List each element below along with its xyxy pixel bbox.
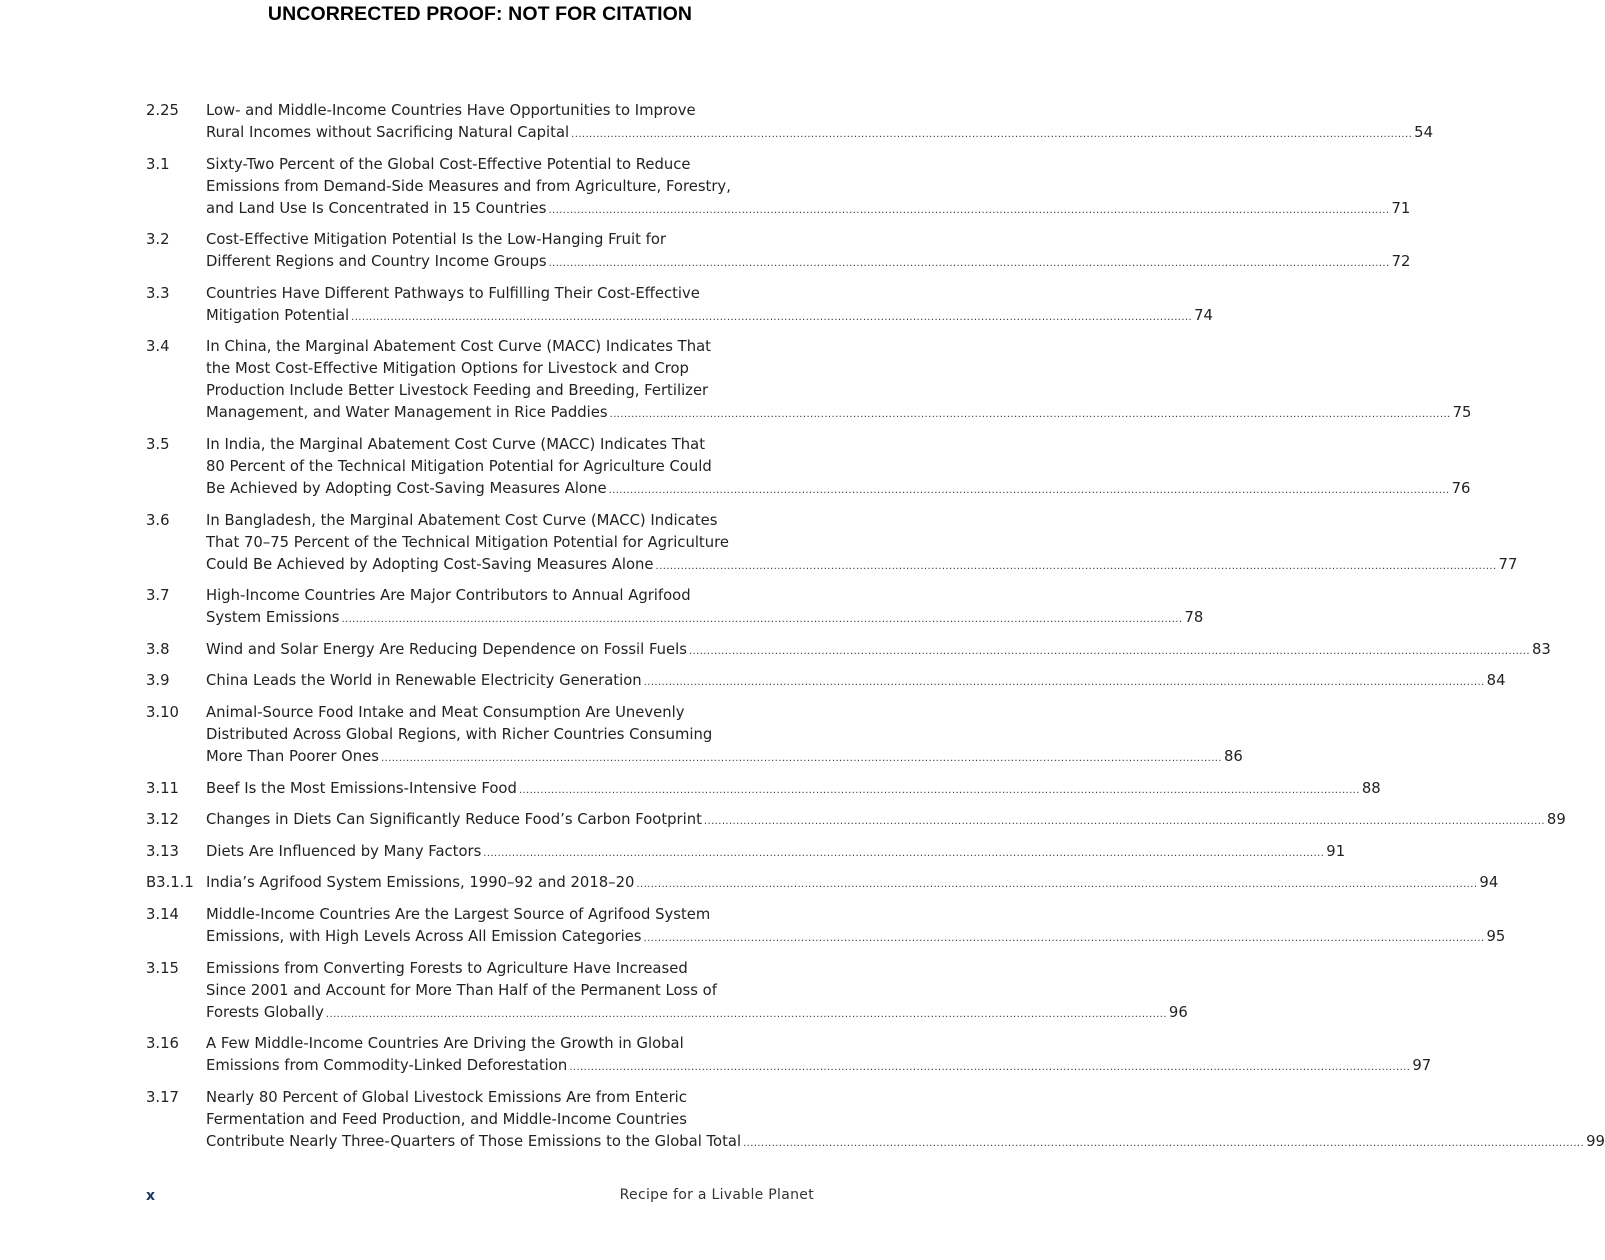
- toc-entry-title-line: Emissions from Converting Forests to Agriculture Have Increased: [206, 959, 688, 977]
- dot-leader: [636, 874, 1477, 896]
- toc-entry: [146, 585, 1204, 631]
- toc-entry-page-number: 97: [1412, 1057, 1432, 1075]
- toc-entry-page-number: 78: [1184, 609, 1204, 627]
- toc-entry: [146, 778, 1381, 802]
- toc-entry-title: [206, 1033, 1431, 1079]
- dot-leader: [704, 811, 1545, 833]
- toc-entry-title-line: Countries Have Different Pathways to Fulfilling Their Cost-Effective: [206, 284, 700, 302]
- table-of-contents: [146, 100, 1605, 1162]
- toc-entry-page-number: 74: [1194, 306, 1213, 324]
- toc-entry-title-line: In Bangladesh, the Marginal Abatement Cost Curve (MACC) Indicates: [206, 511, 718, 529]
- toc-entry-page-number: 89: [1546, 811, 1566, 829]
- toc-entry: [146, 1087, 1605, 1155]
- toc-entry-title-line: Emissions from Demand-Side Measures and from Agriculture, Forestry,: [206, 177, 731, 195]
- toc-entry-last-line: [206, 251, 1410, 275]
- toc-entry-title-line: That 70–75 Percent of the Technical Mitigation Potential for Agriculture: [206, 533, 729, 551]
- toc-entry-number: 3.5: [146, 435, 170, 453]
- toc-entry-last-line: [206, 841, 1345, 865]
- toc-entry: [146, 670, 1506, 694]
- dot-leader: [609, 480, 1450, 502]
- toc-entry-last-line: [206, 607, 1203, 631]
- dot-leader: [743, 1133, 1584, 1155]
- toc-entry-number: 3.7: [146, 587, 170, 605]
- toc-entry: [146, 841, 1346, 865]
- toc-entry-page-number: 94: [1479, 874, 1499, 892]
- toc-entry-page-number: 99: [1586, 1132, 1605, 1150]
- toc-entry-title-line: Could Be Achieved by Adopting Cost-Saving Measures Alone: [206, 555, 654, 573]
- toc-entry-title-line: System Emissions: [206, 609, 340, 627]
- toc-entry-number: 3.10: [146, 703, 179, 721]
- toc-entry-last-line: [206, 122, 1433, 146]
- toc-entry-title-line: More Than Poorer Ones: [206, 747, 379, 765]
- toc-entry-number: 3.17: [146, 1088, 179, 1106]
- toc-entry-title-line: Different Regions and Country Income Groups: [206, 253, 547, 271]
- toc-entry: [146, 702, 1243, 770]
- toc-entry-last-line: [206, 305, 1213, 329]
- toc-entry-title: [206, 229, 1410, 275]
- dot-leader: [644, 672, 1485, 694]
- toc-entry-page-number: 72: [1391, 253, 1411, 271]
- toc-entry-title: [206, 809, 1566, 833]
- toc-entry-title-line: Since 2001 and Account for More Than Half of the Permanent Loss of: [206, 981, 717, 999]
- toc-entry-title-line: Emissions from Commodity-Linked Deforestation: [206, 1057, 568, 1075]
- dot-leader: [341, 609, 1182, 631]
- toc-entry-last-line: [206, 1002, 1188, 1026]
- toc-entry-title-line: China Leads the World in Renewable Electricity Generation: [206, 672, 642, 690]
- toc-entry-last-line: [206, 746, 1243, 770]
- toc-entry-title: [206, 510, 1517, 578]
- toc-entry-page-number: 95: [1486, 927, 1506, 945]
- toc-entry-title-line: Emissions, with High Levels Across All Emission Categories: [206, 927, 642, 945]
- toc-entry-title: [206, 670, 1506, 694]
- toc-entry-last-line: [206, 872, 1498, 896]
- toc-entry: [146, 872, 1499, 896]
- toc-entry-page-number: 77: [1498, 555, 1518, 573]
- toc-entry-title-line: Changes in Diets Can Significantly Reduce Food’s Carbon Footprint: [206, 811, 702, 829]
- toc-entry-number: 3.4: [146, 338, 170, 356]
- toc-entry-number: 2.25: [146, 102, 179, 119]
- toc-entry-title-line: In China, the Marginal Abatement Cost Curve (MACC) Indicates That: [206, 338, 711, 356]
- toc-entry-title: [206, 100, 1433, 146]
- dot-leader: [689, 641, 1530, 663]
- toc-entry-title-line: Management, and Water Management in Rice Paddies: [206, 404, 608, 422]
- dot-leader: [351, 307, 1192, 329]
- toc-entry-title-line: Animal-Source Food Intake and Meat Consumption Are Unevenly: [206, 703, 685, 721]
- toc-entry-last-line: [206, 809, 1566, 833]
- toc-entry-number: 3.14: [146, 905, 179, 923]
- toc-entry: [146, 154, 1411, 222]
- toc-entry-page-number: 91: [1326, 842, 1346, 860]
- toc-entry-title-line: the Most Cost-Effective Mitigation Options for Livestock and Crop: [206, 360, 689, 378]
- toc-entry: [146, 100, 1433, 146]
- toc-entry-page-number: 83: [1531, 640, 1551, 658]
- toc-entry: [146, 639, 1551, 663]
- toc-entry-last-line: [206, 926, 1505, 950]
- footer-book-title: Recipe for a Livable Planet: [619, 1187, 814, 1203]
- toc-entry-last-line: [206, 670, 1506, 694]
- toc-entry-number: 3.11: [146, 779, 179, 797]
- dot-leader: [610, 404, 1451, 426]
- toc-entry-title-line: Low- and Middle-Income Countries Have Opportunities to Improve: [206, 102, 696, 119]
- footer-page-number: x: [146, 1188, 156, 1204]
- dot-leader: [326, 1004, 1167, 1026]
- toc-entry-page-number: 76: [1451, 479, 1471, 497]
- toc-entry-title-line: Production Include Better Livestock Feeding and Breeding, Fertilizer: [206, 382, 709, 400]
- proof-banner: UNCORRECTED PROOF: NOT FOR CITATION: [267, 3, 693, 25]
- toc-entry-last-line: [206, 402, 1471, 426]
- dot-leader: [569, 1057, 1410, 1079]
- toc-entry-page-number: 88: [1361, 779, 1381, 797]
- toc-entry-number: B3.1.1: [146, 874, 194, 892]
- toc-entry-title-line: Distributed Across Global Regions, with Richer Countries Consuming: [206, 725, 713, 743]
- toc-entry-title-line: Diets Are Influenced by Many Factors: [206, 842, 482, 860]
- toc-entry-title-line: Wind and Solar Energy Are Reducing Dependence on Fossil Fuels: [206, 640, 687, 658]
- toc-entry-last-line: [206, 1131, 1605, 1155]
- toc-entry-page-number: 84: [1486, 672, 1506, 690]
- toc-entry-last-line: [206, 198, 1410, 222]
- toc-entry-number: 3.15: [146, 959, 179, 977]
- toc-entry-last-line: [206, 478, 1470, 502]
- toc-entry: [146, 434, 1471, 502]
- toc-entry: [146, 283, 1213, 329]
- toc-entry-last-line: [206, 554, 1517, 578]
- toc-entry-title: [206, 778, 1381, 802]
- toc-entry-last-line: [206, 778, 1381, 802]
- toc-entry-number: 3.12: [146, 811, 179, 829]
- toc-entry-title-line: Cost-Effective Mitigation Potential Is the Low-Hanging Fruit for: [206, 231, 666, 249]
- toc-entry-title-line: Beef Is the Most Emissions-Intensive Food: [206, 779, 517, 797]
- toc-entry-title-line: Sixty-Two Percent of the Global Cost-Effective Potential to Reduce: [206, 155, 691, 173]
- toc-entry: [146, 336, 1472, 426]
- toc-entry-title-line: Fermentation and Feed Production, and Middle-Income Countries: [206, 1110, 687, 1128]
- toc-entry-number: 3.2: [146, 231, 170, 249]
- toc-entry-page-number: 71: [1391, 199, 1411, 217]
- toc-entry-title-line: High-Income Countries Are Major Contributors to Annual Agrifood: [206, 587, 691, 605]
- toc-entry-number: 3.8: [146, 640, 170, 658]
- toc-entry-title: [206, 958, 1188, 1026]
- toc-entry-number: 3.16: [146, 1035, 179, 1053]
- toc-entry-number: 3.6: [146, 511, 170, 529]
- toc-entry-number: 3.13: [146, 842, 179, 860]
- toc-entry-title: [206, 154, 1410, 222]
- dot-leader: [483, 843, 1324, 865]
- toc-entry-last-line: [206, 639, 1551, 663]
- toc-entry-title-line: In India, the Marginal Abatement Cost Curve (MACC) Indicates That: [206, 435, 706, 453]
- dot-leader: [549, 253, 1390, 275]
- toc-entry-title-line: Nearly 80 Percent of Global Livestock Emissions Are from Enteric: [206, 1088, 687, 1106]
- toc-entry-title-line: Contribute Nearly Three-Quarters of Those Emissions to the Global Total: [206, 1132, 742, 1150]
- dot-leader: [656, 556, 1497, 578]
- toc-entry-title-line: India’s Agrifood System Emissions, 1990–92 and 2018–20: [206, 874, 635, 892]
- toc-entry-title-line: Mitigation Potential: [206, 306, 350, 324]
- toc-entry-title: [206, 1087, 1605, 1155]
- toc-entry-title: [206, 904, 1505, 950]
- toc-entry: [146, 229, 1411, 275]
- toc-entry-title: [206, 336, 1471, 426]
- toc-entry-page-number: 54: [1414, 124, 1433, 141]
- toc-entry: [146, 1033, 1432, 1079]
- toc-entry: [146, 809, 1566, 833]
- toc-entry-title: [206, 872, 1498, 896]
- toc-entry-title-line: A Few Middle-Income Countries Are Driving the Growth in Global: [206, 1035, 684, 1053]
- toc-entry-title: [206, 283, 1213, 329]
- toc-entry-title: [206, 702, 1243, 770]
- dot-leader: [548, 200, 1389, 222]
- toc-entry: [146, 904, 1506, 950]
- toc-entry-title-line: Be Achieved by Adopting Cost-Saving Measures Alone: [206, 479, 607, 497]
- toc-entry: [146, 958, 1188, 1026]
- toc-entry-title-line: Rural Incomes without Sacrificing Natural Capital: [206, 124, 570, 141]
- toc-entry-page-number: 75: [1452, 404, 1472, 422]
- toc-entry-last-line: [206, 1055, 1431, 1079]
- toc-entry-title: [206, 841, 1345, 865]
- toc-entry-number: 3.9: [146, 672, 170, 690]
- toc-entry-title: [206, 434, 1470, 502]
- toc-entry-title-line: 80 Percent of the Technical Mitigation Potential for Agriculture Could: [206, 457, 712, 475]
- toc-entry-title-line: and Land Use Is Concentrated in 15 Countries: [206, 199, 547, 217]
- toc-entry-title: [206, 639, 1551, 663]
- dot-leader: [571, 124, 1412, 146]
- toc-entry-title: [206, 585, 1203, 631]
- dot-leader: [519, 780, 1360, 802]
- toc-entry-title-line: Forests Globally: [206, 1003, 324, 1021]
- toc-entry-title-line: Middle-Income Countries Are the Largest Source of Agrifood System: [206, 905, 711, 923]
- toc-entry: [146, 510, 1518, 578]
- toc-entry-page-number: 86: [1223, 747, 1243, 765]
- toc-entry-page-number: 96: [1168, 1003, 1188, 1021]
- toc-entry-number: 3.3: [146, 284, 170, 302]
- dot-leader: [644, 928, 1485, 950]
- toc-entry-number: 3.1: [146, 155, 170, 173]
- dot-leader: [381, 748, 1222, 770]
